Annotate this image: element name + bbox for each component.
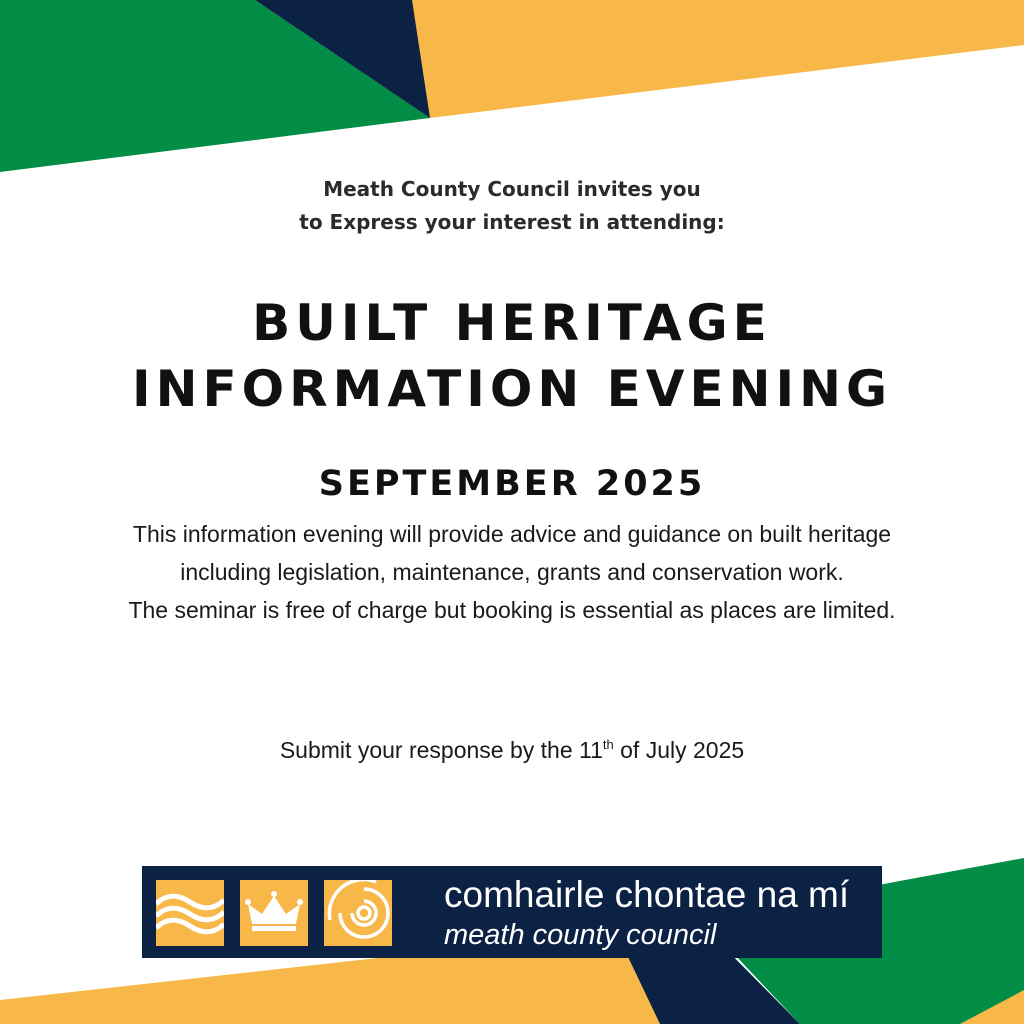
top-yellow-band: [380, 0, 1024, 118]
council-name: [444, 872, 849, 952]
event-date: SEPTEMBER 2025: [318, 464, 706, 504]
invitation-line-2: to Express your interest in attending:: [299, 210, 725, 234]
deadline-ordinal: th: [602, 737, 614, 752]
event-description: [120, 515, 904, 629]
deadline-prefix: Submit your response by the 11: [279, 737, 603, 763]
event-title-line-2: INFORMATION EVENING: [132, 360, 892, 418]
council-name-english: meath county council: [444, 919, 717, 951]
description-paragraph-2: The seminar is free of charge but booking is essential as places are limited.: [128, 597, 896, 623]
waves-icon: [156, 880, 224, 946]
event-title-line-1: BUILT HERITAGE: [252, 294, 772, 352]
invitation-text: [0, 173, 1024, 239]
deadline-suffix: of July 2025: [613, 737, 745, 763]
submission-deadline: [0, 732, 1024, 768]
spiral-icon: [324, 880, 392, 946]
council-name-irish: comhairle chontae na mí: [444, 874, 850, 915]
description-paragraph-1: This information evening will provide advice and guidance on built heritage including legislation, maintenance, grants and conservation work.: [132, 521, 892, 585]
crown-icon: [240, 880, 308, 946]
council-logo: [142, 866, 882, 958]
event-title: [0, 290, 1024, 422]
invitation-line-1: Meath County Council invites you: [323, 177, 701, 201]
